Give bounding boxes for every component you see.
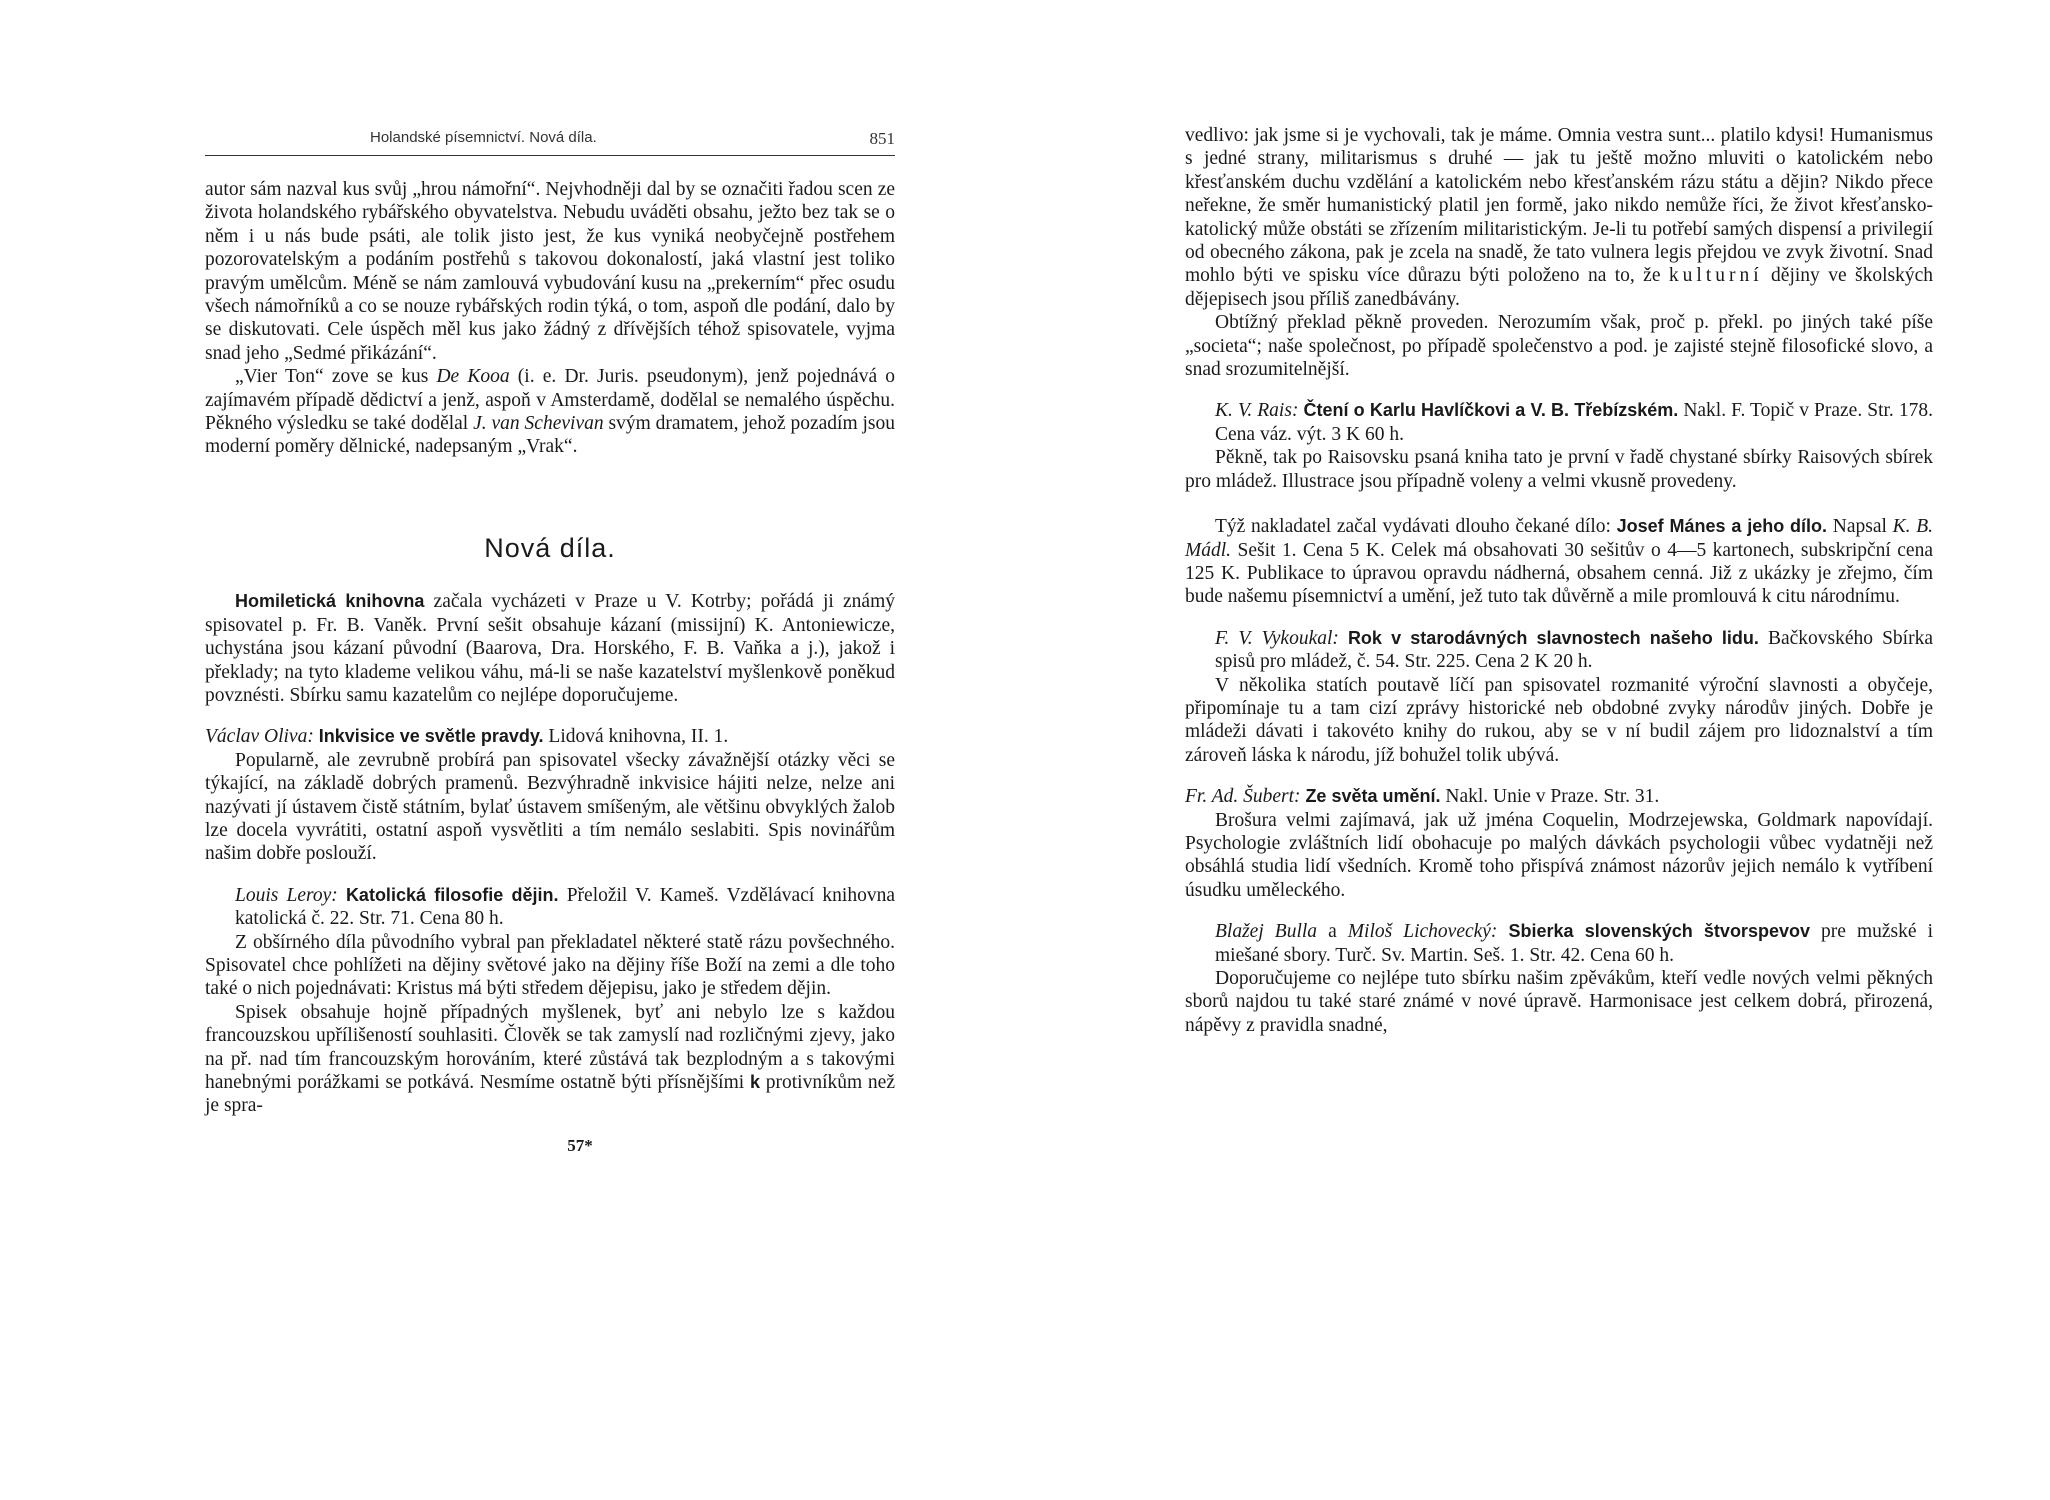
review-heading: Václav Oliva: Inkvisice ve světle pravdy. Lidová knihovna, II. 1.	[205, 726, 729, 748]
review-text: Doporučujeme co nejlépe tuto sbírku našim zpěvákům, kteří vedle nových velmi pěkných sborů najdou tu také staré známé v nové úpravě. Harmonisace jest celkem dobrá, přirozená, nápěvy z pravidla snadné,	[1185, 968, 1933, 1036]
book-title: Čtení o Karlu Havlíčkovi a V. B. Třebízském.	[1303, 400, 1679, 421]
book-title: Ze světa umění.	[1305, 786, 1441, 807]
running-head	[205, 125, 895, 156]
author-name: Miloš Lichovecký:	[1347, 921, 1498, 943]
author-name: Fr. Ad. Šubert:	[1185, 786, 1301, 808]
paragraph: Obtížný překlad pěkně proveden. Nerozumím však, proč p. překl. po jiných také píše „societa“; naše společnost, po případě společenstvo a pod. je zajisté stejně filosofické slovo, a snad srozumitelnější.	[1185, 312, 1933, 381]
review-text: Brošura velmi zajímavá, jak už jména Coquelin, Modrzejewska, Goldmark napovídají. Psychologie zvláštních lidí obohacuje po malých dávkách psychologii vůbec vydatněji než obsáhlá studia lidí všedních. Kromě toho přispívá známost názorův jejich nemálo k vytříbení úsudku uměleckého.	[1185, 809, 1933, 901]
paragraph: „Vier Ton“ zove se kus De Kooa (i. e. Dr. Juris. pseudonym), jenž pojednává o zajímavém případě dědictví a jenž, aspoň v Amsterdamě, dodělal se nemalého úspěchu. Pěkného výsledku se také dodělal J. van Schevivan svým dramatem, jehož pozadím jsou moderní poměry dělnické, nadepsaným „Vrak“.	[205, 366, 896, 458]
review-heading: Blažej Bulla a Miloš Lichovecký: Sbierka slovenských štvorspevov pre mužské i miešané sbory. Turč. Sv. Martin. Seš. 1. Str. 42. Cena 60 h.	[1215, 921, 1933, 966]
paragraph: autor sám nazval kus svůj „hrou námořní“. Nejvhodněji dal by se označiti řadou scen ze života holandského rybářského obyvatelstva. Nebudu uváděti obsahu, ježto bez tak se o něm i u nás bude psáti, ale tolik jisto jest, že kus vyniká neobyčejně postřehem pozorovatelským a podáním postřehů s takovou dokonalostí, jaká vlastní jest toliko pravým umělcům. Méně se nám zamlouvá vybudování kusu na „prekerním“ přec osudu všech námořníků a co se nouze rybářských rodin týká, o tom, aspoň dle podání, dalo by se diskutovati. Cele úspěch měl kus jako žádný z dřívějších téhož spisovatele, vyjma snad jeho „Sedmé přikázání“.	[205, 179, 895, 364]
review-entry: Homiletická knihovna začala vycházeti v Praze u V. Kotrby; pořádá ji známý spisovatel p. Fr. B. Vaněk. První sešit obsahuje kázaní (missijní) K. Antoniewicze, uchystána jsou kázaní původní (Baarova, Dra. Horského, F. B. Vaňka a j.), jakož i překlady; na tyto klademe velikou váhu, má-li se naše kazatelství myšlenkově poněkud povznésti. Sbírku samu kazatelům co nejlépe doporučujeme.	[205, 591, 895, 706]
right-text	[1185, 124, 1933, 1037]
signature-mark: 57*	[567, 1135, 593, 1155]
book-title: Katolická filosofie dějin.	[345, 884, 559, 905]
review-text: Spisek obsahuje hojně případných myšlenek, byť ani nebylo lze s každou francouzskou upřílišeností souhlasiti. Člověk se tak zamyslí nad rozličnými zjevy, jako na př. nad tím francouzským horováním, které zůstává tak bezplodným a s takovými hanebnými porážkami se potkává. Nesmíme ostatně býti přísnějšími k protivníkům než je spra-	[205, 1001, 895, 1117]
book-title: Rok v starodávných slavnostech našeho lidu.	[1347, 627, 1759, 648]
review-heading: K. V. Rais: Čtení o Karlu Havlíčkovi a V. B. Třebízském. Nakl. F. Topič v Praze. Str. 178. Cena váz. výt. 3 K 60 h.	[1215, 400, 1933, 445]
book-title: Homiletická knihovna	[235, 591, 425, 612]
author-name: Louis Leroy:	[235, 884, 338, 906]
paragraph: vedlivo: jak jsme si je vychovali, tak je máme. Omnia vestra sunt... platilo kdysi! Humanismus s jedné strany, militarismus s druhé — jak tu ještě možno mluviti o katolickém nebo křesťanském duchu vzdělání a katolickém nebo křesťanském rázu státu a dějin? Nikdo přece neřekne, že směr humanistický platil jen formě, jako nikdo nemůže říci, že život křesťansko-katolický může obstáti se zřízením militaristickým. Je-li tu potřebí samých dispensí a privilegií od obecného zákona, pak je zcela na snadě, že tato vulnera legis přejdou ve zvyk životní. Snad mohlo býti ve spisku více důrazu býti položeno na to, že kulturní dějiny ve školských dějepisech jsou příliš zanedbávány.	[1185, 125, 1933, 310]
review-heading: F. V. Vykoukal: Rok v starodávných slavnostech našeho lidu. Bačkovského Sbírka spisů pro mládež, č. 54. Str. 225. Cena 2 K 20 h.	[1215, 627, 1933, 673]
running-head-title: Holandské písemnictví. Nová díla.	[370, 129, 597, 146]
author-name: K. B. Mádl.	[1185, 516, 1934, 561]
author-name: K. V. Rais:	[1215, 400, 1299, 422]
review-text: Pěkně, tak po Raisovsku psaná kniha tato je první v řadě chystané sbírky Raisových sbírek pro mládež. Illustrace jsou případně voleny a velmi vkusně provedeny.	[1185, 447, 1933, 492]
review-heading: Louis Leroy: Katolická filosofie dějin. Přeložil V. Kameš. Vzdělávací knihovna katolická č. 22. Str. 71. Cena 80 h.	[235, 884, 895, 930]
author-name: Blažej Bulla	[1215, 921, 1318, 943]
review-text: Z obšírného díla původního vybral pan překladatel některé statě rázu povšechného. Spisovatel chce pohlížeti na dějiny světové jako na dějiny říše Boží na zemi a dle toho také o nich pojednávati: Kristus má býti středem dějepisu, jako je středem dějin.	[205, 931, 895, 1000]
section-title: Nová díla.	[484, 532, 616, 563]
review-text: V několika statích poutavě líčí pan spisovatel rozmanité výroční slavnosti a obyčeje, připomínaje tu a tam cizí zprávy historické neb obdobné zvyky národův jiných. Dobře je mládeži dávati i takovéto knihy do rukou, aby se v ní budil zájem pro lidoznalství a tím zároveň láska k národu, jíž bohužel tolik ubývá.	[1185, 674, 1933, 766]
review-text: Popularně, ale zevrubně probírá pan spisovatel všecky závažnější otázky věci se týkající, na základě dobrých pramenů. Bezvýhradně inkvisice hájiti nelze, nelze ani nazývati jí ústavem čistě státním, bylať ústavem smíšeným, ale většinu obvyklých žalob lze docela vyvrátiti, ostatní aspoň vysvětliti a tím nemálo seslabiti. Spis novinářům našim dobře poslouží.	[205, 749, 895, 865]
page-number: 851	[869, 129, 895, 148]
review-heading: Fr. Ad. Šubert: Ze světa umění. Nakl. Unie v Praze. Str. 31.	[1185, 786, 1660, 808]
left-text	[205, 178, 895, 1157]
author-name: J. van Schevivan	[473, 413, 604, 435]
book-title: Josef Mánes a jeho dílo.	[1616, 516, 1828, 537]
book-title: Sbierka slovenských štvorspevov	[1508, 921, 1810, 942]
author-name: F. V. Vykoukal:	[1215, 627, 1339, 649]
book-title: Inkvisice ve světle pravdy.	[318, 726, 544, 747]
review-entry: Týž nakladatel začal vydávati dlouho čekané dílo: Josef Mánes a jeho dílo. Napsal K. B. Mádl. Sešit 1. Cena 5 K. Celek má obsahovati 30 sešitův o 4—5 kartonech, subskripční cena 125 K. Publikace to úpravou opravdu nádherná, obsahem cenná. Již z ukázky je zřejmo, čím bude našemu písemnictví a umění, jež tuto tak důvěrně a mile promlouvá k citu národnímu.	[1185, 516, 1934, 608]
author-name: Václav Oliva:	[205, 726, 314, 748]
author-name: De Kooa	[436, 366, 510, 388]
spaced-word: kulturní	[1668, 265, 1763, 287]
